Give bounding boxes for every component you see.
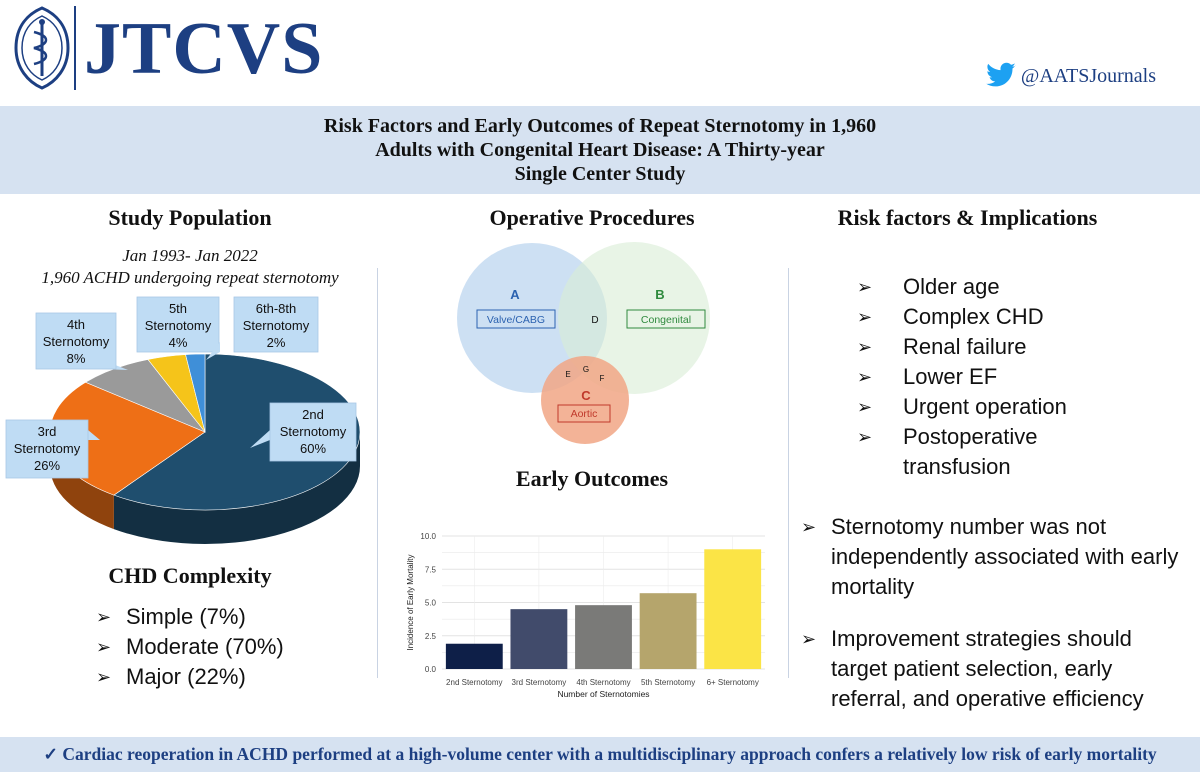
bar — [446, 644, 503, 669]
risk-factors-list — [857, 272, 1177, 482]
study-cohort: 1,960 ACHD undergoing repeat sternotomy — [41, 268, 339, 287]
pie-callout — [36, 313, 128, 370]
operative-procedures-heading: Operative Procedures — [489, 205, 695, 230]
pie-callout — [6, 420, 100, 478]
pie-slice-label: Sternotomy — [13, 441, 81, 456]
pie-slice-label: Sternotomy — [242, 318, 310, 333]
chd-complexity-list — [96, 602, 284, 692]
operative-procedures-venn-diagram — [440, 238, 750, 448]
bar — [575, 605, 632, 669]
venn-letter-c: C — [581, 388, 591, 403]
venn-letter-b: B — [655, 287, 665, 302]
bar — [510, 609, 567, 669]
venn-letter-a: A — [510, 287, 520, 302]
pie-slice-label: 26% — [33, 458, 61, 473]
pie-slice-label: Sternotomy — [279, 424, 347, 439]
list-item: ➢ Moderate (70%) — [96, 632, 284, 662]
venn-overlap-d: D — [591, 315, 599, 326]
implications-list — [801, 512, 1193, 714]
logo-divider — [74, 6, 76, 90]
venn-overlap-f: F — [599, 374, 605, 383]
sternotomy-pie-chart — [0, 292, 380, 552]
x-axis-label: Number of Sternotomies — [557, 689, 650, 699]
y-tick-label: 10.0 — [420, 532, 436, 541]
title-line-1: Risk Factors and Early Outcomes of Repeat Sternotomy in 1,960 — [323, 115, 877, 137]
arrow-bullet-icon: ➢ — [96, 637, 112, 657]
y-tick-label: 2.5 — [424, 631, 436, 641]
pie-slice-label: 6th-8th — [255, 301, 297, 316]
pie-slice-label: 2nd — [302, 407, 324, 422]
twitter-bird-icon — [985, 62, 1017, 90]
list-item: ➢ Renal failure — [857, 332, 1177, 362]
x-tick-label: 2nd Sternotomy — [446, 678, 503, 687]
arrow-bullet-icon: ➢ — [857, 277, 873, 297]
early-outcomes-heading: Early Outcomes — [515, 466, 669, 491]
pie-slice-label: 4% — [168, 335, 188, 350]
list-item: ➢ Postoperative transfusion — [857, 424, 1038, 479]
arrow-bullet-icon: ➢ — [857, 397, 873, 417]
venn-overlap-g: G — [582, 365, 590, 374]
journal-seal-icon — [12, 4, 72, 90]
arrow-bullet-icon: ➢ — [801, 517, 817, 537]
risk-factors-heading: Risk factors & Implications — [837, 205, 1098, 230]
bar — [704, 549, 761, 669]
study-period: Jan 1993- Jan 2022 — [122, 246, 258, 265]
arrow-bullet-icon: ➢ — [857, 367, 873, 387]
x-tick-label: 4th Sternotomy — [576, 678, 631, 687]
title-line-2: Adults with Congenital Heart Disease: A Thirty-year — [375, 139, 825, 161]
pie-slice-label: Sternotomy — [42, 334, 110, 349]
y-tick-label: 5.0 — [424, 598, 436, 608]
pie-slice-label: 3rd — [37, 424, 57, 439]
title-line-3: Single Center Study — [514, 163, 686, 185]
list-item: ➢ Improvement strategies should target patient selection, early referral, and operative efficiency — [801, 626, 1144, 711]
arrow-bullet-icon: ➢ — [96, 667, 112, 687]
list-item: ➢ Major (22%) — [96, 662, 284, 692]
list-item: ➢ Simple (7%) — [96, 602, 284, 632]
x-tick-label: 5th Sternotomy — [640, 678, 696, 687]
y-tick-label: 0.0 — [424, 665, 436, 674]
venn-overlap-e: E — [565, 370, 571, 379]
column-divider — [377, 268, 378, 678]
arrow-bullet-icon: ➢ — [857, 427, 873, 447]
pie-slice-label: 4th — [66, 317, 86, 332]
arrow-bullet-icon: ➢ — [801, 629, 817, 649]
x-tick-label: 6+ Sternotomy — [706, 678, 759, 687]
pie-slice-label: 60% — [299, 441, 327, 456]
x-tick-label: 3rd Sternotomy — [511, 678, 567, 687]
list-item: ➢ Urgent operation — [857, 392, 1177, 422]
pie-callout — [206, 297, 318, 360]
arrow-bullet-icon: ➢ — [857, 307, 873, 327]
y-tick-label: 7.5 — [424, 565, 436, 575]
footer-conclusion: ✓ Cardiac reoperation in ACHD performed at a high-volume center with a multidisciplinary approach confers a relatively low risk of early mortality — [0, 737, 1200, 772]
study-population-heading: Study Population — [108, 205, 272, 230]
list-item: ➢ Lower EF — [857, 362, 1177, 392]
early-mortality-bar-chart — [400, 522, 775, 712]
twitter-handle: @AATSJournals — [1020, 64, 1156, 87]
title-band — [0, 106, 1200, 194]
chd-complexity-heading: CHD Complexity — [108, 563, 272, 588]
arrow-bullet-icon: ➢ — [96, 607, 112, 627]
list-item: ➢ Older age — [857, 272, 1177, 302]
bar — [640, 593, 697, 669]
header — [0, 0, 1200, 106]
venn-label-a: Valve/CABG — [486, 314, 546, 326]
pie-slice-label: 8% — [66, 351, 86, 366]
pie-slice-label: 5th — [168, 301, 188, 316]
y-axis-label: Incidence of Early Mortality — [406, 554, 415, 651]
twitter-link[interactable] — [985, 62, 1156, 90]
venn-label-b: Congenital — [640, 314, 692, 326]
arrow-bullet-icon: ➢ — [857, 337, 873, 357]
pie-slice-label: 2% — [266, 335, 286, 350]
pie-slice-label: Sternotomy — [144, 318, 212, 333]
venn-label-c: Aortic — [570, 408, 598, 420]
journal-name: JTCVS — [84, 8, 324, 90]
list-item: ➢ Complex CHD — [857, 302, 1177, 332]
list-item: ➢ Sternotomy number was not independently associated with early mortality — [801, 514, 1179, 599]
